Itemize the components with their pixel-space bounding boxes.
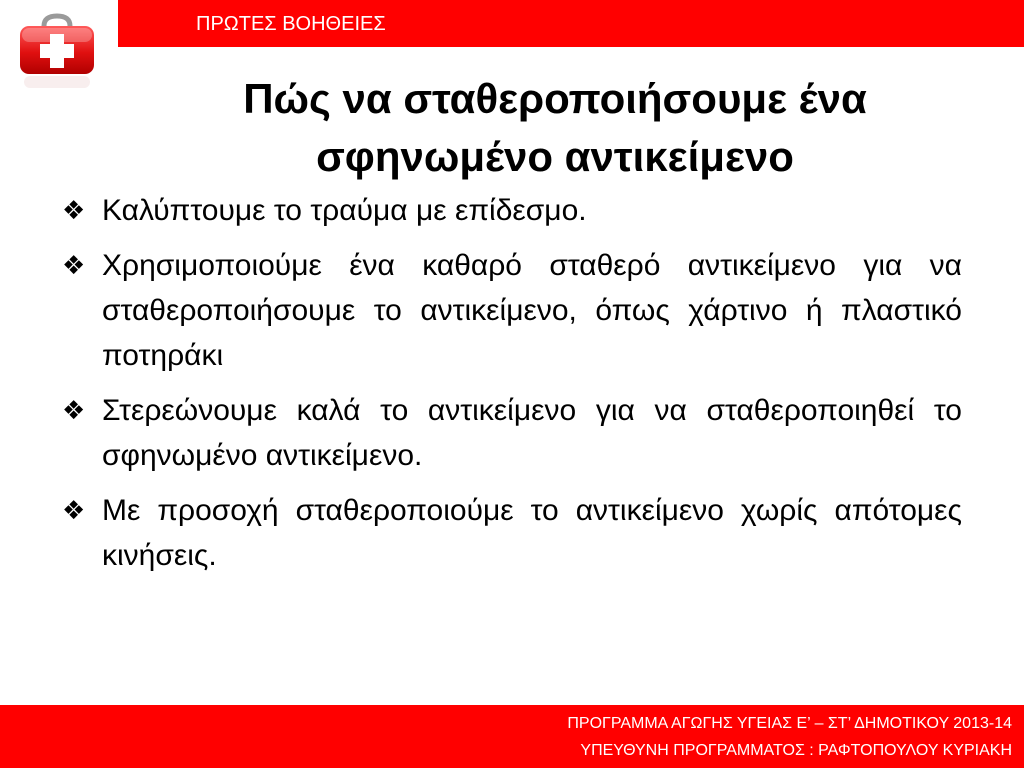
diamond-bullet-icon: ❖ — [62, 495, 86, 525]
header-title: ΠΡΩΤΕΣ ΒΟΗΘΕΙΕΣ — [196, 13, 386, 35]
list-item — [62, 388, 962, 478]
bullet-text: Χρησιμοποιούμε ένα καθαρό σταθερό αντικείμενο για να σταθεροποιήσουμε το αντικείμενο, όπως χάρτινο ή πλαστικό ποτηράκι — [102, 249, 962, 372]
slide-title: Πώς να σταθεροποιήσουμε ένα σφηνωμένο αντικείμενο — [243, 75, 867, 180]
list-item — [62, 243, 962, 378]
footer-program-line: ΠΡΟΓΡΑΜΜΑ ΑΓΩΓΗΣ ΥΓΕΙΑΣ Ε’ – ΣΤ’ ΔΗΜΟΤΙΚΟΥ 2013-14 — [567, 715, 1012, 732]
header-bar — [118, 0, 1024, 47]
bullet-text: Καλύπτουμε το τραύμα με επίδεσμο. — [102, 194, 587, 227]
bullet-list — [62, 188, 962, 588]
list-item — [62, 488, 962, 578]
list-item — [62, 188, 962, 233]
diamond-bullet-icon: ❖ — [62, 250, 86, 280]
bullet-text: Στερεώνουμε καλά το αντικείμενο για να σταθεροποιηθεί το σφηνωμένο αντικείμενο. — [102, 394, 962, 472]
first-aid-kit-icon — [16, 12, 98, 94]
footer-bar — [0, 705, 1024, 768]
diamond-bullet-icon: ❖ — [62, 395, 86, 425]
footer-responsible-line: ΥΠΕΥΘΥΝΗ ΠΡΟΓΡΑΜΜΑΤΟΣ : ΡΑΦΤΟΠΟΥΛΟΥ ΚΥΡΙΑΚΗ — [580, 742, 1012, 759]
bullet-text: Με προσοχή σταθεροποιούμε το αντικείμενο χωρίς απότομες κινήσεις. — [102, 494, 962, 572]
diamond-bullet-icon: ❖ — [62, 195, 86, 225]
